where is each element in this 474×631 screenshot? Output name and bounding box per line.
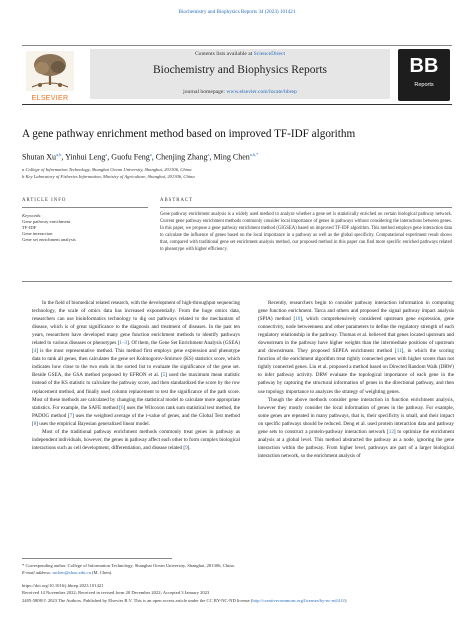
article-info-heading: ARTICLE INFO <box>22 198 67 203</box>
paragraph-text: ] uses the empirical Bayesian generalized linear model. <box>36 420 150 427</box>
keyword-item[interactable]: Gene pathway enrichment <box>22 219 71 224</box>
footnote-rule <box>22 558 172 559</box>
paragraph-text: ]. Of them, the Gene Set Enrichment Analysis (GSEA) [ <box>32 340 240 355</box>
citation-link[interactable]: 11 <box>396 348 402 355</box>
email-suffix: (M. Chen). <box>90 570 113 575</box>
author-list <box>22 152 452 162</box>
cover-letters: BB <box>409 55 439 77</box>
keyword-item[interactable]: Gene interaction <box>22 231 53 236</box>
author-affiliation-marker[interactable]: a <box>149 152 152 157</box>
author-separator: , <box>151 152 156 162</box>
paragraph-text: Recently, researchers begin to consider pathway interaction information in computing gene function enrichment. Tarca and others and proposed the signal pathway impact analysis (SPIA) method [ <box>258 300 454 323</box>
abstract-bottom-rule <box>22 281 452 282</box>
citation-link[interactable]: 9 <box>185 444 188 451</box>
keywords-label: Keywords: <box>22 213 42 218</box>
citation-link[interactable]: 6 <box>121 404 124 411</box>
license-prefix: 2405-5808/© 2023 The Authors. Published by Elsevier B.V. This is an open access article under the CC BY-NC-ND license ( <box>22 598 253 603</box>
license-statement <box>22 597 452 604</box>
citation-link[interactable]: 10 <box>295 316 301 323</box>
cover-subtitle: Reports <box>414 82 434 88</box>
doi-link[interactable]: https://doi.org/10.1016/j.bbrep.2023.101421 <box>22 583 104 588</box>
author-name[interactable]: Guofu Feng <box>111 152 150 162</box>
email-link[interactable]: mchen@shou.edu.cn <box>52 570 91 575</box>
license-link[interactable]: http://creativecommons.org/licenses/by-nc-nd/4.0/ <box>252 598 345 603</box>
paragraph-text: ]. <box>187 444 191 451</box>
author-separator: , <box>61 152 66 162</box>
journal-reference-line[interactable]: Biochemistry and Biophysics Reports 34 (2023) 101421 <box>178 9 296 15</box>
author-name[interactable]: Chenjing Zhang <box>155 152 208 162</box>
citation-link[interactable]: 7 <box>69 412 73 419</box>
author-name[interactable]: Shutan Xu <box>22 152 56 162</box>
paragraph-text: ] is the most representative method. This method first employs gene expression and phenotype data to rank all genes, then calculates the gene set Kolmogorov-Smirnov (KS) statistics score, which indicates how close to the two ends in the sorted list to evaluate the significance of the gene set. Beside GSEA, the GSA method proposed by EFRON et al. [ <box>32 348 240 379</box>
citation-link[interactable]: 1–3 <box>119 340 128 347</box>
citation-link[interactable]: 5 <box>162 372 166 379</box>
contents-line <box>90 51 390 57</box>
paragraph-text: In the field of biomedical related research, with the development of high-throughput sequencing technology, the scale of omics data has increased exponentially. From the huge omics data, researchers can use bioinformatics technology to dig out pathways related to the mechanism of disease, which is of great significance to the diagnosis and treatment of diseases. In the past ten years, researchers have developed many gene function enrichment methods to identify pathways related to various diseases or phenotypes [ <box>32 300 240 347</box>
abstract-rule <box>160 207 452 208</box>
paragraph-text: ] used the maximum mean statistic instead of the KS statistic to calculate the pathway score, and then standardized the score by the row replacement method, and finally used column replacement to test the significance of the path score. Most of these methods are calculated by changing the statistical model to calculate more appropriate statistics. For example, the SAFE method [ <box>32 372 240 411</box>
contents-prefix: Contents lists available at <box>194 51 254 57</box>
body-paragraph <box>258 396 454 460</box>
author-affiliation-marker[interactable]: a,b <box>56 152 62 157</box>
author-affiliation-marker[interactable]: a,b,* <box>249 152 259 157</box>
paragraph-text: Though the above methods consider gene interaction in function enrichment analysis, however they mostly consider the local information of genes in the pathway. For example, some genes are repeated in many pathways, that is, their specificity is small, and their impact on specific pathways should be reduced. Deng et al. used protein interaction data and pathway gene sets to construct a protein-pathway interaction network [ <box>258 396 454 435</box>
body-column-left <box>32 299 240 452</box>
homepage-prefix: journal homepage: <box>183 89 227 95</box>
keyword-item[interactable]: TF-IDF <box>22 225 37 230</box>
article-info-rule <box>22 207 148 208</box>
abstract-text: Gene pathway enrichment analysis is a widely used method to analyze whether a gene set is statistically enriched on certain biological pathway network. Current gene pathway enrichment methods commonly consider local importance of genes in pathways without considering the interactions between genes. In this paper, we propose a gene pathway enrichment method (GIGSEA) based on improved TF-IDF algorithm. This method employs gene interaction data to calculate the influence of genes based on the local importance in a pathway as well as the global specificity. Computational experiment result shows that, compared with traditional gene set enrichment analysis method, our proposed method in this paper can find more specific enriched pathways related to phenotype with higher efficiency. <box>160 212 452 252</box>
paragraph-text: ] uses the Wilcoxon rank sum statistical test method, the PADOG method [ <box>32 404 240 419</box>
email-line <box>22 570 452 575</box>
email-label: E-mail address: <box>22 570 53 575</box>
elsevier-wordmark: ELSEVIER <box>31 95 69 102</box>
author-affiliation-marker[interactable]: a <box>105 152 108 157</box>
journal-homepage-link[interactable]: www.elsevier.com/locate/bbrep <box>226 89 297 95</box>
paragraph-text: ], which comprehensively considered upstream gene expression, gene connectivity, node betweenness and other parameters to define the regulatory strength of each regulatory relationship in the pathway. Thomas et al. believed that genes located upstream and downstream in the pathway have higher weights than the intermediate positions of upstream and downstream. They proposed SEPEA enrichment method [ <box>258 316 454 355</box>
paragraph-text: ] to optimize the enrichment analysis at a global level. This method abstracted the pathway as a node, ignoring the gene interaction within the pathway. From higher level, pathways are part of a larger biological interaction network, so the enrichment analysis of <box>258 428 455 459</box>
author-separator: , <box>209 152 214 162</box>
author-name[interactable]: Yinhui Leng <box>65 152 106 162</box>
citation-link[interactable]: 4 <box>33 348 37 355</box>
paragraph-text: ], in which the scoring function of the enrichment algorithm treat tightly connected genes with higher scores than not tightly connected genes. Liu et al. proposed a method based on Directed Random Walk (DRW) to infer pathway activity. DRW evaluate the topological importance of each gene in the pathway by capturing the structural information of genes in the directional pathway, and then use topology importance to analyzes the strategy of weighting genes. <box>258 348 454 395</box>
citation-link[interactable]: 12 <box>388 428 394 435</box>
author-separator: , <box>107 152 112 162</box>
elsevier-tree-logo[interactable] <box>24 49 76 101</box>
journal-title: Biochemistry and Biophysics Reports <box>152 64 328 76</box>
body-paragraph <box>258 299 454 396</box>
license-suffix: ). <box>344 598 348 603</box>
author-name[interactable]: Ming Chen <box>213 152 250 162</box>
homepage-line <box>90 89 390 95</box>
received-dates: Received 14 November 2022; Received in revised form 20 December 2022; Accepted 3 January 2023 <box>22 590 210 595</box>
affiliation-a: a College of Information Technology, Shanghai Ocean University, Shanghai, 201306, China <box>22 167 192 172</box>
article-title: A gene pathway enrichment method based on improved TF-IDF algorithm <box>22 128 356 140</box>
paragraph-text: Most of the traditional pathway enrichment methods commonly treat genes in pathway as independent individuals, however, the genes in pathway affect each other to form complex biological interactions such as cell development, differentiation, and disease related [ <box>32 428 240 451</box>
corresponding-author-note: * Corresponding author. College of Information Technology, Shanghai Ocean University, Shanghai, 201306, China. <box>22 563 235 568</box>
abstract-heading: ABSTRACT <box>160 198 194 203</box>
body-column-right <box>258 299 454 460</box>
author-affiliation-marker[interactable]: a <box>207 152 210 157</box>
affiliation-b: b Key Laboratory of Fisheries Information, Ministry of Agriculture, Shanghai, 201306, China <box>22 174 195 179</box>
keyword-item[interactable]: Gene set enrichment analysis <box>22 237 76 242</box>
sciencedirect-link[interactable]: ScienceDirect <box>253 51 286 57</box>
citation-link[interactable]: 8 <box>33 420 37 427</box>
paragraph-text: ] uses the weighted average of the t-value of genes, and the Global Test method [ <box>32 412 241 427</box>
body-paragraph <box>32 299 240 428</box>
body-paragraph <box>32 428 240 452</box>
